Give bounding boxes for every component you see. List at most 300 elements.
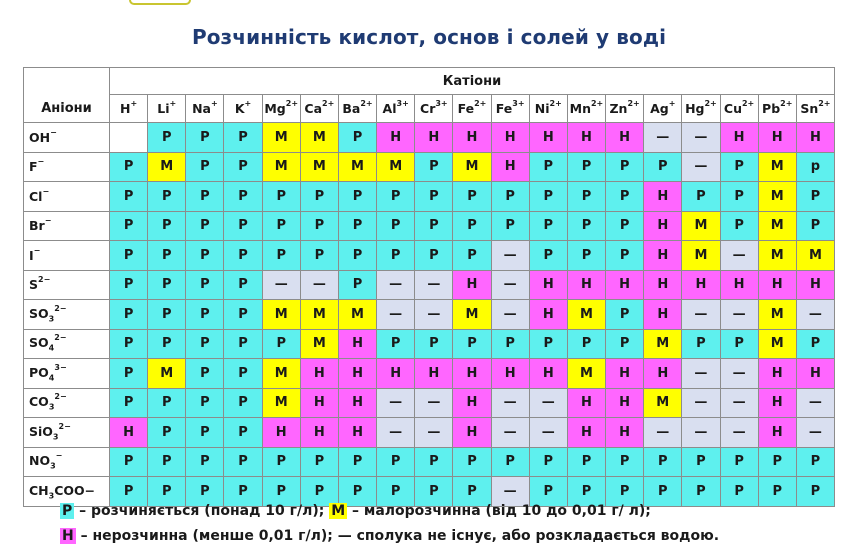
solubility-cell: Р [529, 211, 567, 241]
anion-symbol: S [29, 277, 39, 293]
table-row [24, 477, 835, 507]
solubility-cell: Р [491, 447, 529, 477]
cation-symbol: K [234, 101, 245, 116]
anion-label [24, 359, 110, 389]
solubility-cell: Р [529, 329, 567, 359]
solubility-cell: Н [796, 270, 834, 300]
solubility-cell: Р [300, 477, 338, 507]
solubility-cell: Р [110, 152, 148, 182]
anion-symbol: CH [29, 482, 49, 498]
solubility-cell: Р [720, 211, 758, 241]
solubility-cell: Р [491, 182, 529, 212]
solubility-cell: Р [415, 477, 453, 507]
cation-charge: 2+ [549, 99, 562, 108]
top-edge-button[interactable] [129, 0, 191, 5]
solubility-cell: Р [224, 211, 262, 241]
solubility-cell: Р [567, 241, 605, 271]
anion-subscript: 3 [48, 402, 55, 412]
table-row [24, 447, 835, 477]
cation-header [377, 95, 415, 123]
solubility-cell: Р [567, 211, 605, 241]
solubility-cell: Н [453, 359, 491, 389]
solubility-cell: Р [453, 329, 491, 359]
solubility-cell: М [758, 329, 796, 359]
cation-charge: + [244, 99, 252, 108]
solubility-cell: Р [110, 477, 148, 507]
solubility-cell: Н [758, 270, 796, 300]
anion-subscript: 3 [52, 432, 59, 441]
solubility-cell: Р [338, 211, 376, 241]
cation-symbol: Cr [420, 101, 436, 116]
solubility-cell: — [491, 300, 529, 330]
anion-symbol: SiO [29, 423, 53, 439]
solubility-cell: Р [453, 477, 491, 507]
cation-charge: + [130, 99, 138, 108]
solubility-cell: М [682, 211, 720, 241]
solubility-cell: М [567, 359, 605, 389]
anion-charge: 3− [54, 362, 67, 372]
solubility-cell: — [377, 300, 415, 330]
solubility-cell: Р [644, 477, 682, 507]
cation-charge: 2+ [627, 99, 640, 108]
anion-charge: 2− [58, 421, 71, 431]
table-row [24, 270, 835, 300]
solubility-cell: — [720, 359, 758, 389]
solubility-cell: — [682, 300, 720, 330]
cation-header [415, 95, 453, 123]
solubility-cell: Р [682, 329, 720, 359]
solubility-cell: — [529, 418, 567, 448]
solubility-cell: Н [529, 270, 567, 300]
cation-header [491, 95, 529, 123]
table-row [24, 418, 835, 448]
solubility-cell: Р [148, 329, 186, 359]
solubility-cell: Р [148, 388, 186, 418]
solubility-cell: — [720, 388, 758, 418]
solubility-cell: Н [453, 388, 491, 418]
solubility-cell: Н [338, 388, 376, 418]
solubility-cell: — [377, 270, 415, 300]
solubility-cell: М [644, 388, 682, 418]
solubility-cell: — [415, 300, 453, 330]
solubility-cell: Р [415, 211, 453, 241]
solubility-cell: Н [644, 211, 682, 241]
solubility-cell: — [682, 152, 720, 182]
solubility-cell: — [262, 270, 300, 300]
anion-label [24, 211, 110, 241]
solubility-cell: — [300, 270, 338, 300]
solubility-cell: Р [224, 241, 262, 271]
anion-label [24, 447, 110, 477]
anion-label [24, 329, 110, 359]
solubility-cell: М [338, 152, 376, 182]
anion-symbol: Cl [29, 188, 43, 204]
solubility-cell: Р [110, 388, 148, 418]
solubility-cell: М [262, 152, 300, 182]
solubility-cell: М [300, 329, 338, 359]
solubility-cell: Н [567, 418, 605, 448]
solubility-cell: Р [377, 329, 415, 359]
cation-charge: 2+ [780, 99, 793, 108]
solubility-cell: Р [682, 182, 720, 212]
solubility-cell: Р [491, 329, 529, 359]
cation-charge: + [668, 99, 676, 108]
anion-label [24, 270, 110, 300]
cation-header [567, 95, 605, 123]
solubility-cell: Р [148, 418, 186, 448]
page-title: Розчинність кислот, основ і солей у воді [191, 25, 667, 49]
solubility-cell: Р [606, 182, 644, 212]
table-row [24, 329, 835, 359]
anion-symbol: Br [29, 218, 45, 234]
solubility-cell: Р [720, 447, 758, 477]
solubility-cell: Р [453, 241, 491, 271]
cation-symbol: Mn [569, 101, 591, 116]
solubility-cell: Н [606, 270, 644, 300]
solubility-cell: Р [224, 270, 262, 300]
solubility-cell: Р [224, 447, 262, 477]
cation-header [682, 95, 720, 123]
solubility-cell: Р [453, 211, 491, 241]
solubility-cell: Р [148, 270, 186, 300]
solubility-cell: Н [644, 182, 682, 212]
solubility-cell: М [300, 152, 338, 182]
cation-symbol: Fe [495, 101, 513, 116]
cation-header [606, 95, 644, 123]
legend-symbol: Р [62, 503, 73, 519]
solubility-cell: М [262, 300, 300, 330]
cation-symbol: Ca [304, 101, 323, 116]
anion-symbol: PO [29, 364, 49, 380]
solubility-cell: Н [300, 388, 338, 418]
solubility-cell: Р [186, 359, 224, 389]
legend-text: – малорозчинна (від 10 до 0,01 г/ л); [347, 503, 651, 519]
solubility-cell: Н [491, 152, 529, 182]
cation-header [186, 95, 224, 123]
solubility-cell: — [377, 388, 415, 418]
table-row [24, 182, 835, 212]
solubility-cell: Р [110, 211, 148, 241]
solubility-cell [110, 123, 148, 153]
solubility-cell: Р [415, 152, 453, 182]
solubility-cell: Р [148, 241, 186, 271]
anion-symbol: I [29, 247, 34, 263]
solubility-cell: Н [110, 418, 148, 448]
cation-symbol: Cu [723, 101, 742, 116]
anion-charge: 2− [38, 275, 51, 285]
solubility-cell: Н [606, 359, 644, 389]
solubility-cell: Р [224, 329, 262, 359]
solubility-cell: М [262, 388, 300, 418]
anion-subscript: 3 [48, 491, 55, 500]
anion-symbol: CO [29, 394, 49, 409]
table-header-row [24, 68, 835, 95]
anion-charge: − [55, 451, 63, 460]
solubility-cell: Р [415, 447, 453, 477]
solubility-cell: Р [682, 447, 720, 477]
solubility-cell: Р [186, 182, 224, 212]
solubility-cell: — [491, 477, 529, 507]
cation-charge: + [169, 99, 177, 108]
solubility-cell: Р [606, 152, 644, 182]
solubility-cell: Р [377, 211, 415, 241]
solubility-cell: — [529, 388, 567, 418]
solubility-cell: Р [415, 329, 453, 359]
solubility-cell: Р [567, 447, 605, 477]
anion-label [24, 182, 110, 212]
anion-charge: 2− [54, 392, 67, 401]
cation-header [529, 95, 567, 123]
anion-symbol: SO [29, 335, 49, 350]
solubility-cell: — [644, 123, 682, 153]
solubility-cell: М [758, 182, 796, 212]
anion-subscript: 3 [48, 314, 55, 323]
solubility-cell: Р [606, 211, 644, 241]
solubility-cell: Р [300, 241, 338, 271]
solubility-cell: Р [148, 211, 186, 241]
anion-charge: 2− [54, 303, 67, 313]
solubility-cell: Р [110, 300, 148, 330]
solubility-cell: Р [567, 329, 605, 359]
solubility-cell: Н [377, 359, 415, 389]
solubility-cell: Р [338, 477, 376, 507]
solubility-cell: Н [606, 388, 644, 418]
solubility-cell: Н [338, 329, 376, 359]
solubility-cell: Н [377, 123, 415, 153]
solubility-cell: Р [758, 477, 796, 507]
solubility-cell: — [491, 270, 529, 300]
table-row [24, 241, 835, 271]
anion-charge: − [37, 157, 45, 167]
solubility-cell: Р [186, 329, 224, 359]
solubility-cell: Р [148, 477, 186, 507]
solubility-cell: Р [300, 182, 338, 212]
solubility-cell: Р [720, 152, 758, 182]
table-row [24, 359, 835, 389]
cation-charge: + [210, 99, 218, 108]
cation-header [110, 95, 148, 123]
solubility-cell: М [453, 300, 491, 330]
solubility-cell: — [491, 418, 529, 448]
solubility-cell: Н [338, 359, 376, 389]
solubility-cell: М [796, 241, 834, 271]
cation-charge: 2+ [360, 99, 373, 108]
solubility-cell: Р [338, 241, 376, 271]
solubility-cell: Н [491, 123, 529, 153]
solubility-cell: Н [415, 359, 453, 389]
anion-subscript: 4 [48, 373, 55, 382]
solubility-cell: Н [644, 300, 682, 330]
cation-symbol: Ba [342, 101, 361, 116]
cation-symbol: Li [157, 101, 170, 116]
anion-charge: − [50, 127, 57, 137]
solubility-cell: Р [186, 211, 224, 241]
solubility-cell: М [300, 123, 338, 153]
legend-text: – нерозчинна (менше 0,01 г/л); — сполука не існує, або розкладається водою. [75, 528, 720, 544]
solubility-cell: Р [377, 182, 415, 212]
solubility-cell: Н [758, 418, 796, 448]
solubility-cell: Р [262, 447, 300, 477]
cations-header: Катіони [110, 68, 835, 95]
solubility-cell: — [491, 241, 529, 271]
solubility-cell: Н [529, 123, 567, 153]
cation-header [453, 95, 491, 123]
solubility-cell: — [796, 300, 834, 330]
cation-symbol: Hg [685, 101, 705, 116]
solubility-cell: Н [415, 123, 453, 153]
solubility-cell: Р [224, 123, 262, 153]
solubility-cell: Р [606, 300, 644, 330]
solubility-cell: — [415, 388, 453, 418]
solubility-cell: Н [796, 359, 834, 389]
solubility-cell: Р [529, 477, 567, 507]
solubility-cell: Р [262, 211, 300, 241]
anion-subscript: 3 [50, 461, 56, 471]
solubility-cell: Н [453, 270, 491, 300]
solubility-cell: Н [682, 270, 720, 300]
solubility-cell: Р [529, 241, 567, 271]
anion-charge: − [33, 245, 41, 255]
anion-label [24, 300, 110, 330]
solubility-cell: — [644, 418, 682, 448]
cation-symbol: Mg [264, 101, 286, 116]
solubility-cell: Р [606, 329, 644, 359]
solubility-cell: Р [186, 447, 224, 477]
solubility-cell: — [682, 418, 720, 448]
solubility-cell: Р [796, 447, 834, 477]
solubility-cell: М [758, 241, 796, 271]
anions-header: Аніони [24, 68, 110, 123]
solubility-cell: — [415, 270, 453, 300]
solubility-cell: М [338, 300, 376, 330]
cation-header [720, 95, 758, 123]
solubility-cell: М [453, 152, 491, 182]
cation-charge: 3+ [512, 99, 525, 108]
solubility-cell: Р [453, 182, 491, 212]
anion-symbol: NO [29, 453, 51, 468]
anion-symbol: F [29, 159, 38, 175]
legend-line-2 [60, 528, 719, 544]
solubility-cell: — [491, 388, 529, 418]
cation-charge: 2+ [474, 99, 487, 108]
solubility-cell: Р [262, 241, 300, 271]
solubility-cell: Н [491, 359, 529, 389]
cation-header [758, 95, 796, 123]
solubility-cell: Н [453, 123, 491, 153]
solubility-cell: Р [110, 447, 148, 477]
solubility-cell: — [415, 418, 453, 448]
solubility-cell: Р [148, 123, 186, 153]
solubility-cell: Р [186, 123, 224, 153]
cation-row [24, 95, 835, 123]
anion-charge: 2− [54, 333, 67, 342]
cation-charge: 3+ [396, 99, 409, 108]
solubility-cell: Р [262, 329, 300, 359]
solubility-cell: Р [567, 477, 605, 507]
solubility-cell: М [758, 152, 796, 182]
cation-charge: 2+ [818, 99, 831, 108]
solubility-cell: Р [186, 300, 224, 330]
solubility-cell: Р [148, 300, 186, 330]
solubility-cell: Р [338, 447, 376, 477]
solubility-cell: Р [110, 329, 148, 359]
table-row [24, 152, 835, 182]
solubility-cell: — [796, 388, 834, 418]
table-row [24, 211, 835, 241]
solubility-cell: Р [186, 388, 224, 418]
cation-charge: 2+ [590, 99, 604, 108]
cation-header [338, 95, 376, 123]
cation-symbol: Ni [534, 101, 550, 116]
solubility-cell: Р [796, 182, 834, 212]
solubility-cell: М [148, 152, 186, 182]
solubility-cell: Р [796, 211, 834, 241]
solubility-cell: — [720, 241, 758, 271]
solubility-cell: Н [529, 300, 567, 330]
anion-label [24, 123, 110, 153]
solubility-cell: Н [606, 418, 644, 448]
cation-header [262, 95, 300, 123]
solubility-cell: М [148, 359, 186, 389]
solubility-cell: Р [338, 182, 376, 212]
solubility-cell: — [720, 418, 758, 448]
solubility-cell: Н [529, 359, 567, 389]
solubility-cell: М [682, 241, 720, 271]
solubility-cell: Р [529, 447, 567, 477]
solubility-cell: Р [606, 241, 644, 271]
table-row [24, 388, 835, 418]
solubility-cell: Р [224, 182, 262, 212]
solubility-cell: Р [338, 270, 376, 300]
solubility-cell: Н [453, 418, 491, 448]
anion-label [24, 241, 110, 271]
cation-symbol: Ag [650, 101, 669, 116]
solubility-cell: Н [300, 418, 338, 448]
solubility-cell: Р [110, 359, 148, 389]
solubility-cell: Р [186, 477, 224, 507]
solubility-cell: Н [567, 388, 605, 418]
solubility-cell: Р [644, 152, 682, 182]
solubility-cell: М [644, 329, 682, 359]
solubility-cell: Р [110, 241, 148, 271]
anion-label [24, 477, 110, 507]
solubility-cell: Р [186, 241, 224, 271]
solubility-cell: Н [338, 418, 376, 448]
cation-charge: 2+ [285, 99, 299, 108]
legend-text: – розчиняється (понад 10 г/л); [74, 503, 330, 519]
legend-symbol: М [331, 503, 346, 519]
solubility-cell: Р [758, 447, 796, 477]
solubility-cell: Н [758, 388, 796, 418]
solubility-cell: Р [567, 152, 605, 182]
solubility-cell: Р [186, 152, 224, 182]
table-row [24, 123, 835, 153]
anion-charge: − [42, 186, 50, 196]
solubility-cell: Р [377, 477, 415, 507]
anion-symbol: SO [29, 305, 49, 321]
solubility-cell: Р [186, 418, 224, 448]
solubility-cell: р [796, 152, 834, 182]
solubility-cell: Н [758, 359, 796, 389]
solubility-cell: Р [110, 182, 148, 212]
legend-line-1 [60, 503, 651, 519]
cation-symbol: Fe [457, 101, 475, 116]
solubility-cell: Р [453, 447, 491, 477]
anion-label [24, 388, 110, 418]
cation-header [796, 95, 834, 123]
solubility-cell: Р [606, 447, 644, 477]
solubility-cell: — [682, 388, 720, 418]
